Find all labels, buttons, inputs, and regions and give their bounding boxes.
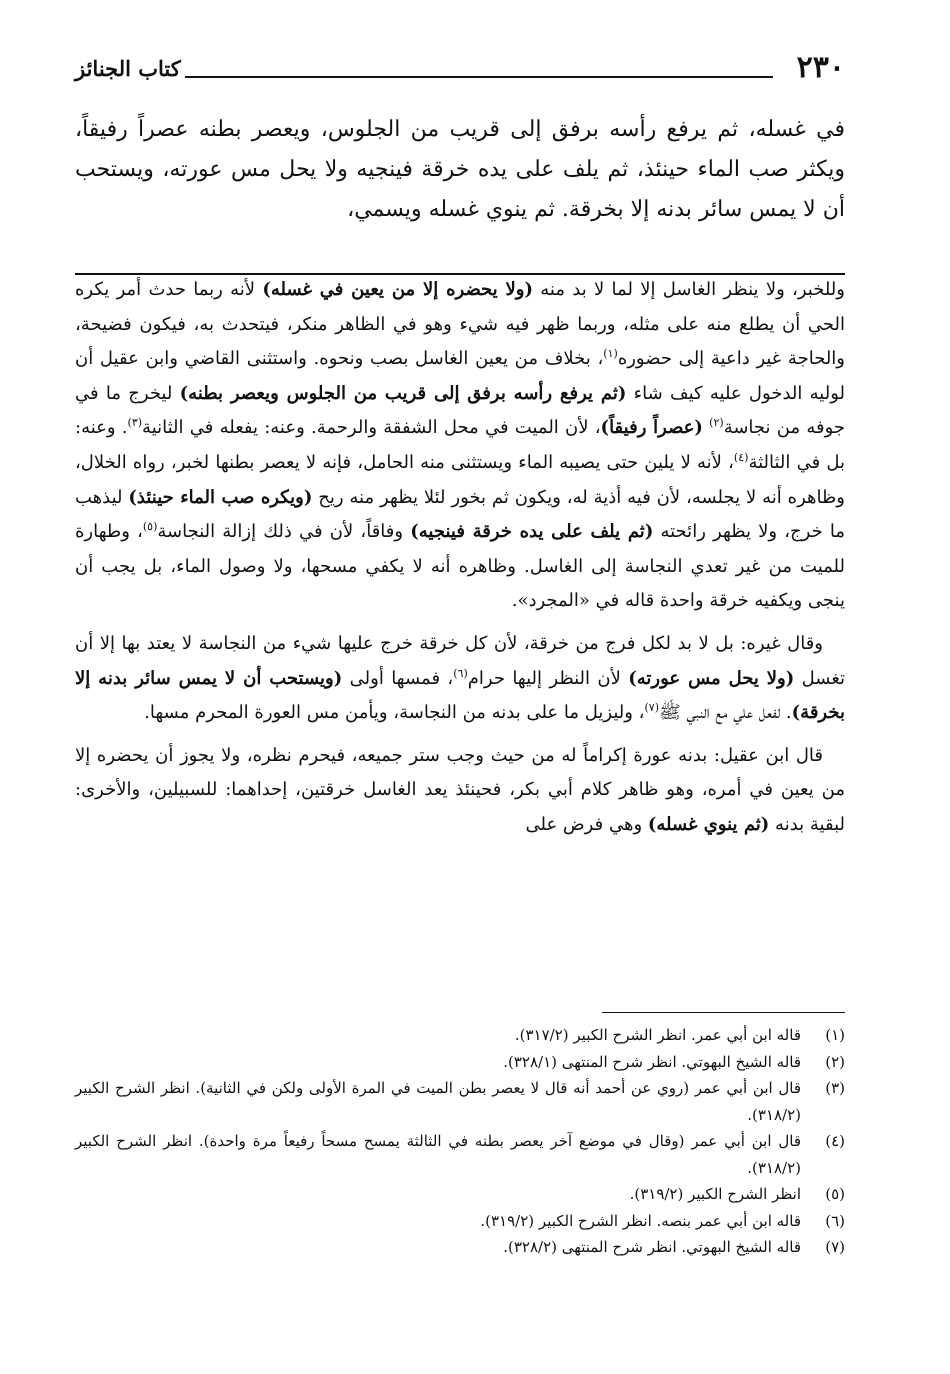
matn-text-block [75,110,845,230]
text-run: لأنه ربما حدث أمر يكره الحي أن يطلع منه على مثله، وربما ظهر فيه شيء وهو في الظاهر منكر، فيتحدث به، فيكون فضيحة، والحاجة غير داعية إلى حضوره [75,279,845,370]
text-run: لأن النظر إليها حرام [467,667,629,689]
footnote-text: قاله ابن أبي عمر. انظر الشرح الكبير (٣١٧/٢). [514,1026,801,1044]
quoted-matn: (ثم يرفع رأسه برفق إلى قريب من الجلوس ويعصر بطنه) [179,382,627,404]
footnote-item [75,1234,845,1261]
page-header [75,44,845,92]
quoted-matn: (ويستحب أن لا يمس سائر بدنه إلا بخرقة) [75,667,845,724]
text-run: ، لأنه لا يلين حتى يصيبه الماء ويستثنى منه الحامل، فإنه لا يعصر بطنها لخبر، رواه الخلال، وظاهره أنه لا يجلسه، لأن فيه أذية له، ويكون ثم بخور لئلا يظهر منه ريح [75,451,845,508]
footnote-number: (١) [825,1026,845,1044]
footnote-item [75,1075,845,1128]
text-run: ، فمسها أولى [342,667,454,689]
commentary-paragraph-1 [75,273,845,619]
footnote-text: قاله الشيخ البهوتي. انظر شرح المنتهى (٣٢٨/١). [503,1052,801,1071]
footnote-item [75,1049,845,1076]
commentary-paragraph-2 [75,627,845,731]
page-number: ٢٣٠ [796,50,845,85]
running-title: كتاب الجنائز [75,56,181,81]
footnote-number: (٦) [825,1211,845,1230]
text-run: ليذهب ما خرج، ولا يظهر رائحته [75,486,845,543]
footnote-item [75,1181,845,1208]
footnote-text: انظر الشرح الكبير (٣١٩/٢). [629,1185,801,1203]
quoted-matn: (ثم يلف على يده خرقة فينجيه) [410,521,654,543]
text-run: وفاقاً، لأن في ذلك إزالة النجاسة [157,521,411,543]
text-run: . لفعل علي مع النبي ﷺ [658,702,792,724]
footnote-text: قال ابن أبي عمر (روي عن أحمد أنه قال لا يعصر بطن الميت في المرة الأولى ولكن في الثانية). انظر الشرح الكبير (٣١٨/٢). [75,1079,801,1124]
footnote-item [75,1208,845,1235]
footnote-text: قاله الشيخ البهوتي. انظر شرح المنتهى (٣٢٨/٢). [503,1238,801,1256]
text-run: ، وطهارة للميت من غير تعدي النجاسة إلى الغاسل. وظاهره أنه لا يكفي مسحها، ولا وصول الماء، بل يجب أن ينجى ويكفيه خرقة واحدة قاله في «المجرد». [75,521,845,612]
footnote-text: قال ابن أبي عمر (وقال في موضع آخر يعصر بطنه في الثالثة يمسح مسحاً رفيعاً مرة واحدة). انظر الشرح الكبير (٣١٨/٢). [75,1132,801,1177]
text-run: قال ابن عقيل: بدنه عورة إكراماً له من حيث وجب ستر جميعه، فيحرم نظره، ولا يجوز أن يحضره إلا من يعين في أمره، وهو ظاهر كلام أبي بكر، فحينئذ يعد الغاسل خرقتين، إحداهما: للسبيلين، والأخرى: لبقية بدنه [75,744,845,835]
footnote-ref-6[interactable]: (٦) [453,666,468,680]
footnote-item [75,1128,845,1181]
footnote-number: (٥) [825,1185,845,1203]
footnote-item [75,1022,845,1049]
footnotes-block [75,1022,845,1261]
quoted-matn: (ولا يحضره إلا من يعين في غسله) [262,279,533,300]
footnote-number: (٤) [825,1132,845,1150]
text-run: وللخبر، ولا ينظر الغاسل إلا لما لا بد منه [533,279,845,300]
text-run: ، لأن الميت في محل الشفقة والرحمة. وعنه: يفعله في الثانية [142,417,601,439]
text-run: ، بخلاف من يعين الغاسل بصب ونحوه. واستثنى القاضي وابن عقيل أن لوليه الدخول عليه كيف شاء [75,348,846,404]
footnote-text: قاله ابن أبي عمر بنصه. انظر الشرح الكبير (٣١٩/٢). [480,1211,801,1230]
quoted-matn: (ولا يحل مس عورته) [628,667,795,689]
footnote-ref-5[interactable]: (٥) [142,520,158,534]
footnote-divider [602,1012,845,1013]
text-run: ، وليزيل ما على بدنه من النجاسة، ويأمن مس العورة المحرم مسها. [144,702,645,724]
footnote-ref-3[interactable]: (٣) [127,416,143,430]
text-run: . وعنه: بل في الثالثة [75,417,845,473]
commentary-paragraph-3 [75,739,845,843]
footnote-ref-4[interactable]: (٤) [733,450,749,464]
matn-paragraph: في غسله، ثم يرفع رأسه برفق إلى قريب من الجلوس، ويعصر بطنه عصراً رفيقاً، ويكثر صب الماء حينئذ، ثم يلف على يده خرقة فينجيه ولا يحل مس عورته، ويستحب أن لا يمس سائر بدنه إلا بخرقة. ثم ينوي غسله ويسمي، [75,117,845,222]
footnote-number: (٢) [825,1052,845,1071]
text-run: وهي فرض على [525,813,648,835]
quoted-matn: (عصراً رفيقاً) [600,417,703,439]
footnote-ref-7[interactable]: (٧) [644,701,659,715]
footnote-number: (٧) [825,1238,845,1256]
text-run: وقال غيره: بل لا بد لكل فرج من خرقة، لأن كل خرقة خرج عليها شيء من النجاسة لا يعتد بها إلا أن تغسل [75,632,846,689]
commentary-block [75,273,845,843]
footnote-ref-2[interactable]: (٢) [709,416,724,430]
footnote-number: (٣) [825,1079,845,1097]
header-divider [185,76,773,78]
quoted-matn: (ويكره صب الماء حينئذ) [128,486,313,508]
footnote-ref-1[interactable]: (١) [603,347,618,361]
quoted-matn: (ثم ينوي غسله) [647,813,770,835]
text-run: ليخرج ما في جوفه من نجاسة [75,382,845,439]
